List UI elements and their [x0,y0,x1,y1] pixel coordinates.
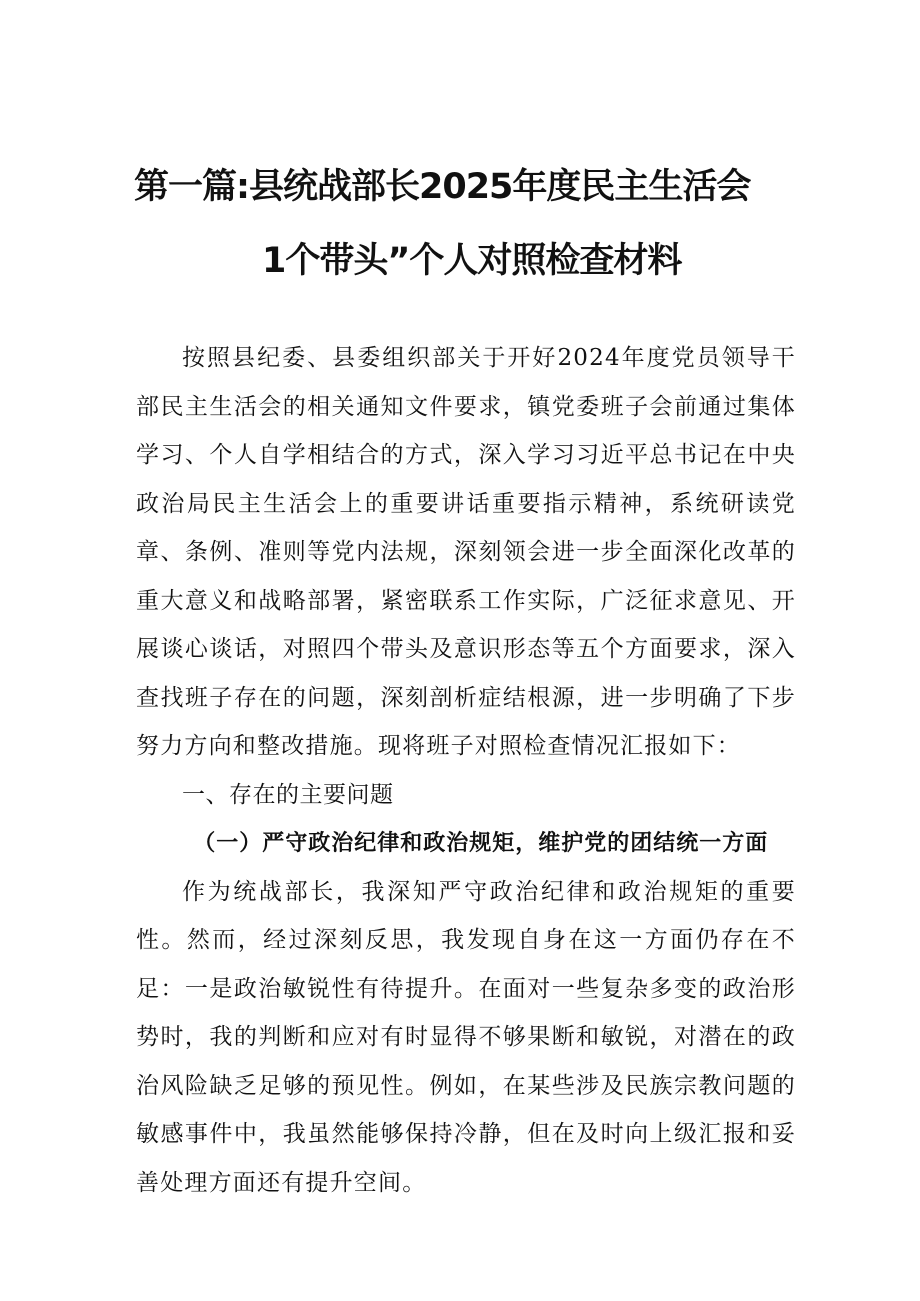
subsection-paragraph-political-discipline: 作为统战部长，我深知严守政治纪律和政治规矩的重要性。然而，经过深刻反思，我发现自身在这一方面仍存在不足：一是政治敏锐性有待提升。在面对一些复杂多变的政治形势时，我的判断和应对有时显得不够果断和敏锐，对潜在的政治风险缺乏足够的预见性。例如，在某些涉及民族宗教问题的敏感事件中，我虽然能够保持冷静，但在及时向上级汇报和妥善处理方面还有提升空间。 [136,878,796,1196]
document-body [136,334,796,1207]
subsection-heading-political-discipline: （一）严守政治纪律和政治规矩，维护党的团结统一方面 [193,830,769,856]
intro-paragraph: 按照县纪委、县委组织部关于开好2024年度党员领导干部民主生活会的相关通知文件要求，镇党委班子会前通过集体学习、个人自学相结合的方式，深入学习习近平总书记在中央政治局民主生活会上的重要讲话重要指示精神，系统研读党章、条例、准则等党内法规，深刻领会进一步全面深化改革的重大意义和战略部署，紧密联系工作实际，广泛征求意见、开展谈心谈话，对照四个带头及意识形态等五个方面要求，深入查找班子存在的问题，深刻剖析症结根源，进一步明确了下步努力方向和整改措施。现将班子对照检查情况汇报如下： [136,345,796,759]
section-heading-main-problems: 一、存在的主要问题 [182,781,394,808]
document-title-line-2: 1个带头”个人对照检查材料 [262,241,682,281]
document-title-line-1: 第一篇:县统战部长2025年度民主生活会 [134,167,751,207]
